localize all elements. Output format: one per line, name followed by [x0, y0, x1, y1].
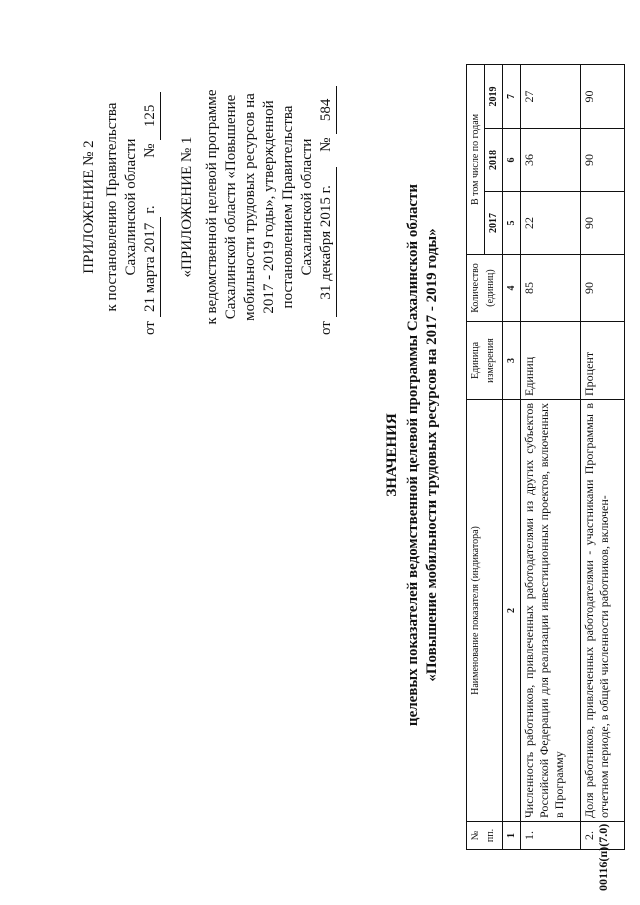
appendix-1-line-4: постановлением Правительства — [280, 105, 296, 309]
appendix-2-date-line — [141, 57, 161, 357]
row-2-qty: 90 — [581, 255, 625, 322]
row-1-2018: 36 — [521, 129, 581, 192]
appendix-1-block — [178, 57, 337, 357]
row-1-num: 1. — [521, 822, 581, 850]
heading-line2: «Повышение мобильности трудовых ресурсов на 2017 - 2019 годы» — [424, 228, 440, 682]
heading-line1: целевых показателей ведомственной целевой программы Сахалинской области — [405, 183, 421, 727]
row-2-num: 2. — [581, 822, 625, 850]
appendix-1-line-2: мобильности трудовых ресурсов на — [242, 93, 258, 321]
column-number-row — [503, 64, 521, 849]
header-name: Наименование показателя (индикатора) — [467, 400, 503, 822]
col-number-4: 4 — [503, 255, 521, 322]
appendix-2-title: ПРИЛОЖЕНИЕ № 2 — [81, 140, 97, 274]
appendix-1-from: от — [318, 321, 334, 335]
heading-title: ЗНАЧЕНИЯ — [384, 413, 400, 497]
row-2-unit: Процент — [581, 322, 625, 400]
row-2-2018: 90 — [581, 129, 625, 192]
appendix-1-number: 584 — [317, 86, 337, 134]
appendix-2-date: 21 марта 2017 — [141, 217, 161, 317]
table-row — [581, 64, 625, 849]
header-years-group: В том числе по годам — [467, 64, 485, 254]
col-number-7: 7 — [503, 64, 521, 128]
header-unit: Единица измерения — [467, 322, 503, 400]
appendix-2-number: 125 — [141, 92, 161, 140]
appendix-2-line2: Сахалинской области — [123, 138, 139, 276]
row-1-2019: 27 — [521, 64, 581, 128]
col-number-1: 1 — [503, 822, 521, 850]
appendix-2-block — [80, 57, 161, 357]
col-number-2: 2 — [503, 400, 521, 822]
header-year-2018: 2018 — [485, 129, 503, 192]
col-number-3: 3 — [503, 322, 521, 400]
header-row-1 — [467, 64, 485, 849]
appendix-1-date-line — [317, 57, 337, 357]
appendix-1-line-5: Сахалинской области — [299, 138, 315, 276]
document-code: 00116(п)(7.0) — [596, 823, 610, 891]
row-1-qty: 85 — [521, 255, 581, 322]
row-1-2017: 22 — [521, 192, 581, 255]
row-1-unit: Единиц — [521, 322, 581, 400]
appendix-1-line-0: к ведомственной целевой программе — [204, 89, 220, 325]
row-2-2019: 90 — [581, 64, 625, 128]
appendix-2-number-label: № — [142, 143, 158, 158]
header-year-2019: 2019 — [485, 64, 503, 128]
appendix-2-from: от — [142, 321, 158, 335]
row-1-name: Численность работников, привлеченных работодателями из других субъектов Российской Федерации для реализации инвестиционных проектов, включенных в Программу — [521, 400, 581, 822]
document-heading — [383, 65, 442, 845]
appendix-1-date: 31 декабря 2015 г. — [317, 167, 337, 317]
appendix-1-line-3: 2017 - 2019 годы», утвержденной — [261, 100, 277, 314]
col-number-6: 6 — [503, 129, 521, 192]
header-qty: Количество (единиц) — [467, 255, 503, 322]
header-num: № пп. — [467, 822, 503, 850]
appendix-1-line-1: Сахалинской области «Повышение — [223, 94, 239, 320]
col-number-5: 5 — [503, 192, 521, 255]
row-2-2017: 90 — [581, 192, 625, 255]
appendix-2-line1: к постановлению Правительства — [104, 102, 120, 312]
appendix-1-number-label: № — [318, 137, 334, 152]
row-2-name: Доля работников, привлеченных работодателями - участниками Программы в отчетном периоде, в общей численности работников, включен- — [581, 400, 625, 822]
table-row — [521, 64, 581, 849]
header-year-2017: 2017 — [485, 192, 503, 255]
indicators-table — [466, 64, 625, 850]
appendix-2-year-suffix: г. — [142, 205, 158, 214]
appendix-1-title: «ПРИЛОЖЕНИЕ № 1 — [179, 136, 195, 278]
